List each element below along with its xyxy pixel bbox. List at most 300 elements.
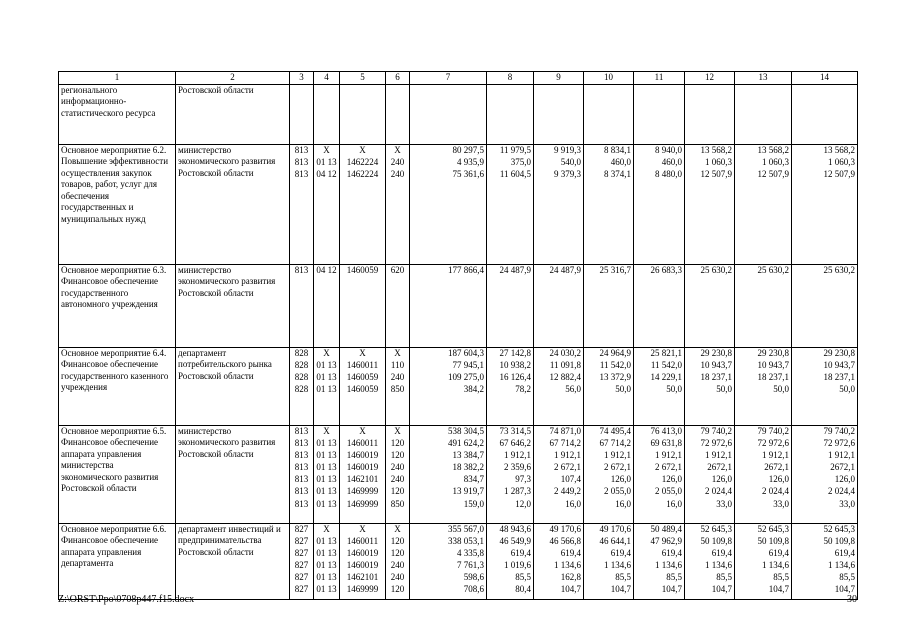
value-line: 2 024,4 xyxy=(705,486,732,497)
executor-name: Ростовской области xyxy=(176,84,290,144)
value-line: 1462101 xyxy=(346,474,379,485)
value-line: 50 109,8 xyxy=(757,535,789,546)
value-line: 77 945,1 xyxy=(452,359,484,370)
value-line xyxy=(388,85,407,97)
value-line: 104,7 xyxy=(834,584,855,595)
value-line: 109 275,0 xyxy=(448,371,484,382)
value-cell xyxy=(584,425,634,523)
value-line: 491 624,2 xyxy=(448,437,484,448)
value-line: 1460019 xyxy=(346,547,379,558)
value-line: 25 630,2 xyxy=(700,264,732,275)
value-line: 85,5 xyxy=(773,572,789,583)
value-line: 375,0 xyxy=(510,156,531,167)
value-cell xyxy=(534,523,584,599)
value-line: 46 644,1 xyxy=(599,535,631,546)
value-line: 538 304,5 xyxy=(448,425,484,436)
value-line: 104,7 xyxy=(610,584,631,595)
value-line: 1462224 xyxy=(346,168,379,179)
value-line: 79 740,2 xyxy=(823,425,855,436)
value-cell xyxy=(584,84,634,144)
value-line: 850 xyxy=(390,498,405,509)
value-cell xyxy=(340,84,386,144)
value-line: 52 645,3 xyxy=(823,523,855,534)
page-number: 30 xyxy=(847,594,857,605)
value-line: X xyxy=(323,425,330,436)
value-cell xyxy=(314,347,340,425)
value-line: 1460011 xyxy=(346,437,379,448)
value-line: 01 13 xyxy=(316,486,337,497)
value-line: 79 740,2 xyxy=(700,425,732,436)
value-line: 159,0 xyxy=(463,498,484,509)
value-cell xyxy=(685,347,735,425)
executor-name: министерство экономического развития Ростовской области xyxy=(176,144,290,264)
value-line xyxy=(412,85,484,97)
value-line: 827 xyxy=(294,535,309,546)
value-line: 18 382,2 xyxy=(452,462,484,473)
value-line: 12,0 xyxy=(515,498,531,509)
value-line: 85,5 xyxy=(716,572,732,583)
value-line: 540,0 xyxy=(560,156,581,167)
value-line: 850 xyxy=(390,384,405,395)
value-cell xyxy=(290,425,314,523)
value-line: 74 495,4 xyxy=(599,425,631,436)
value-line: 01 13 xyxy=(316,462,337,473)
value-line: 162,8 xyxy=(560,572,581,583)
value-line: 2 449,2 xyxy=(554,486,581,497)
value-line: 834,7 xyxy=(463,474,484,485)
value-line: 110 xyxy=(390,359,405,370)
value-line: 74 871,0 xyxy=(549,425,581,436)
value-line: 13 372,9 xyxy=(599,371,631,382)
value-line: 85,5 xyxy=(839,572,855,583)
value-line: 01 13 xyxy=(316,359,337,370)
value-cell xyxy=(792,144,858,264)
value-line: 24 964,9 xyxy=(599,347,631,358)
measure-description: Основное мероприятие 6.6. Финансовое обеспечение аппарата управления департамента xyxy=(59,523,176,599)
value-line: 619,4 xyxy=(510,547,531,558)
value-line: 2 672,1 xyxy=(554,462,581,473)
value-cell xyxy=(534,144,584,264)
value-line: 97,3 xyxy=(515,474,531,485)
value-line: 11 542,0 xyxy=(599,359,631,370)
value-line: 12 882,4 xyxy=(549,371,581,382)
value-line: 49 170,6 xyxy=(599,523,631,534)
value-line: 4 335,8 xyxy=(457,547,484,558)
value-line: 26 683,3 xyxy=(650,264,682,275)
value-line xyxy=(794,85,855,97)
value-cell xyxy=(634,523,685,599)
value-line: 33,0 xyxy=(839,498,855,509)
value-line: 01 13 xyxy=(316,474,337,485)
value-cell xyxy=(634,264,685,347)
value-line xyxy=(316,85,337,97)
value-line: 120 xyxy=(390,437,405,448)
value-line: 1460011 xyxy=(346,359,379,370)
value-line: 2 055,0 xyxy=(604,486,631,497)
value-line: 69 631,8 xyxy=(650,437,682,448)
value-line: 120 xyxy=(390,584,405,595)
value-line: 50,0 xyxy=(839,384,855,395)
value-line: X xyxy=(394,523,401,534)
value-cell xyxy=(792,347,858,425)
value-line: 25 630,2 xyxy=(823,264,855,275)
value-cell xyxy=(792,84,858,144)
value-line: 16 126,4 xyxy=(499,371,531,382)
value-line: 11 604,5 xyxy=(499,168,531,179)
value-line: 240 xyxy=(390,474,405,485)
value-line: 67 646,2 xyxy=(499,437,531,448)
value-cell xyxy=(735,347,792,425)
value-line: 104,7 xyxy=(711,584,732,595)
value-line: 12 507,9 xyxy=(823,168,855,179)
value-line: 01 13 xyxy=(316,384,337,395)
value-line: 8 374,1 xyxy=(604,168,631,179)
value-line: 828 xyxy=(294,371,309,382)
value-line: 01 13 xyxy=(316,547,337,558)
value-line: 1 134,6 xyxy=(828,560,855,571)
value-line: 11 979,5 xyxy=(499,144,531,155)
value-cell xyxy=(290,144,314,264)
value-cell xyxy=(634,425,685,523)
value-line: 1460019 xyxy=(346,449,379,460)
value-line: 33,0 xyxy=(773,498,789,509)
value-line: 67 714,2 xyxy=(599,437,631,448)
value-line: 8 480,0 xyxy=(655,168,682,179)
budget-table xyxy=(58,71,858,600)
value-line xyxy=(737,85,789,97)
value-cell xyxy=(290,264,314,347)
value-line: 1460019 xyxy=(346,462,379,473)
value-line: 813 xyxy=(294,144,309,155)
value-line: 338 053,1 xyxy=(448,535,484,546)
value-line: 04 12 xyxy=(316,264,337,275)
value-line: 828 xyxy=(294,347,309,358)
value-line: 240 xyxy=(390,156,405,167)
value-line: 827 xyxy=(294,560,309,571)
value-cell xyxy=(340,347,386,425)
value-line: 1 287,3 xyxy=(504,486,531,497)
value-line: 1 912,1 xyxy=(655,449,682,460)
value-line: 13 919,7 xyxy=(452,486,484,497)
value-cell xyxy=(314,84,340,144)
value-line: 708,6 xyxy=(463,584,484,595)
value-cell xyxy=(386,84,410,144)
value-line: 01 13 xyxy=(316,498,337,509)
value-line: 619,4 xyxy=(768,547,789,558)
value-cell xyxy=(386,264,410,347)
value-cell xyxy=(534,264,584,347)
value-line: 2672,1 xyxy=(830,462,855,473)
value-line: 18 237,1 xyxy=(700,371,732,382)
executor-name: департамент инвестиций и предпринимательства Ростовской области xyxy=(176,523,290,599)
value-line: 1460059 xyxy=(346,371,379,382)
value-line: 1 134,6 xyxy=(604,560,631,571)
value-line xyxy=(636,85,682,97)
value-line: 2 672,1 xyxy=(604,462,631,473)
value-line: 813 xyxy=(294,449,309,460)
value-cell xyxy=(735,425,792,523)
value-line: 355 567,0 xyxy=(448,523,484,534)
value-cell xyxy=(685,264,735,347)
value-cell xyxy=(410,523,487,599)
value-line: 1 134,6 xyxy=(554,560,581,571)
value-line: 50,0 xyxy=(716,384,732,395)
value-line: 1 912,1 xyxy=(762,449,789,460)
value-cell xyxy=(410,264,487,347)
value-line: X xyxy=(323,523,330,534)
value-cell xyxy=(487,144,534,264)
header-cell: 11 xyxy=(634,72,685,85)
value-line: 126,0 xyxy=(661,474,682,485)
value-line: 1 060,3 xyxy=(828,156,855,167)
value-line: 14 229,1 xyxy=(650,371,682,382)
value-line: 04 12 xyxy=(316,168,337,179)
header-cell: 6 xyxy=(386,72,410,85)
value-line: 813 xyxy=(294,437,309,448)
value-line: 13 384,7 xyxy=(452,449,484,460)
value-cell xyxy=(685,144,735,264)
value-cell xyxy=(584,523,634,599)
value-line: X xyxy=(394,144,401,155)
table-row xyxy=(59,264,858,347)
value-cell xyxy=(735,84,792,144)
table-row xyxy=(59,347,858,425)
value-line: 16,0 xyxy=(666,498,682,509)
value-line: 18 237,1 xyxy=(757,371,789,382)
value-line: 1460059 xyxy=(346,384,379,395)
value-line: 813 xyxy=(294,486,309,497)
value-line: X xyxy=(394,425,401,436)
value-line: 2 055,0 xyxy=(655,486,682,497)
executor-name: департамент потребительского рынка Ростовской области xyxy=(176,347,290,425)
value-cell xyxy=(685,425,735,523)
value-line: 01 13 xyxy=(316,584,337,595)
value-cell xyxy=(290,347,314,425)
header-cell: 1 xyxy=(59,72,176,85)
value-line: 52 645,3 xyxy=(700,523,732,534)
header-cell: 9 xyxy=(534,72,584,85)
value-line: 10 943,7 xyxy=(757,359,789,370)
value-cell xyxy=(487,425,534,523)
value-line: 73 314,5 xyxy=(499,425,531,436)
value-cell xyxy=(386,347,410,425)
header-cell: 12 xyxy=(685,72,735,85)
value-line: 72 972,6 xyxy=(823,437,855,448)
value-cell xyxy=(634,84,685,144)
value-line xyxy=(536,85,581,97)
value-line: 1 134,6 xyxy=(705,560,732,571)
value-line: 240 xyxy=(390,572,405,583)
value-cell xyxy=(487,264,534,347)
value-line: 1 060,3 xyxy=(705,156,732,167)
value-line: 85,5 xyxy=(515,572,531,583)
value-cell xyxy=(410,425,487,523)
file-path: Z:\ORST\Ppo\0708p447.f15.docx xyxy=(58,594,195,605)
value-line: 2 672,1 xyxy=(655,462,682,473)
value-cell xyxy=(584,264,634,347)
value-line: 72 972,6 xyxy=(700,437,732,448)
measure-description: Основное мероприятие 6.4. Финансовое обеспечение государственного казенного учреждения xyxy=(59,347,176,425)
value-cell xyxy=(534,84,584,144)
value-line: 2 359,6 xyxy=(504,462,531,473)
value-cell xyxy=(340,523,386,599)
value-line: 75 361,6 xyxy=(452,168,484,179)
header-cell: 7 xyxy=(410,72,487,85)
value-line: 10 943,7 xyxy=(823,359,855,370)
value-line: 9 919,3 xyxy=(554,144,581,155)
value-line: 16,0 xyxy=(615,498,631,509)
value-line: 13 568,2 xyxy=(757,144,789,155)
value-line: X xyxy=(359,523,366,534)
value-line: 52 645,3 xyxy=(757,523,789,534)
value-cell xyxy=(314,523,340,599)
value-line: 619,4 xyxy=(834,547,855,558)
value-line: 107,4 xyxy=(560,474,581,485)
value-cell xyxy=(735,264,792,347)
value-line: 460,0 xyxy=(661,156,682,167)
value-line: 1 912,1 xyxy=(828,449,855,460)
value-line: 01 13 xyxy=(316,156,337,167)
header-cell: 8 xyxy=(487,72,534,85)
value-line: 1469999 xyxy=(346,486,379,497)
value-cell xyxy=(410,347,487,425)
value-line: 598,6 xyxy=(463,572,484,583)
value-cell xyxy=(410,144,487,264)
value-line: 50,0 xyxy=(615,384,631,395)
value-cell xyxy=(534,425,584,523)
value-line: 460,0 xyxy=(610,156,631,167)
value-line: 1 060,3 xyxy=(762,156,789,167)
value-line: 9 379,3 xyxy=(554,168,581,179)
value-line xyxy=(292,85,311,97)
value-line: 78,2 xyxy=(515,384,531,395)
value-line: 29 230,8 xyxy=(700,347,732,358)
value-cell xyxy=(340,264,386,347)
value-line: 67 714,2 xyxy=(549,437,581,448)
value-cell xyxy=(685,523,735,599)
value-line: 1462101 xyxy=(346,572,379,583)
value-line: 25 630,2 xyxy=(757,264,789,275)
value-line: 24 487,9 xyxy=(549,264,581,275)
value-cell xyxy=(735,523,792,599)
value-line: 1460011 xyxy=(346,535,379,546)
value-line: 120 xyxy=(390,486,405,497)
value-line: 8 834,1 xyxy=(604,144,631,155)
value-line: 12 507,9 xyxy=(757,168,789,179)
value-line: 126,0 xyxy=(711,474,732,485)
header-cell: 10 xyxy=(584,72,634,85)
executor-name: министерство экономического развития Ростовской области xyxy=(176,425,290,523)
value-line: 813 xyxy=(294,425,309,436)
value-line: 48 943,6 xyxy=(499,523,531,534)
value-line: 120 xyxy=(390,547,405,558)
value-line: 120 xyxy=(390,449,405,460)
value-cell xyxy=(290,523,314,599)
value-line: 104,7 xyxy=(768,584,789,595)
value-line: 24 487,9 xyxy=(499,264,531,275)
value-line xyxy=(586,85,631,97)
value-cell xyxy=(584,347,634,425)
value-line: 1 912,1 xyxy=(604,449,631,460)
value-cell xyxy=(634,347,685,425)
value-line: 72 972,6 xyxy=(757,437,789,448)
value-cell xyxy=(314,144,340,264)
measure-description: Основное мероприятие 6.5. Финансовое обеспечение аппарата управления министерства экономического развития Ростовской области xyxy=(59,425,176,523)
value-line: 8 940,0 xyxy=(655,144,682,155)
value-line: 813 xyxy=(294,474,309,485)
value-line: 827 xyxy=(294,584,309,595)
value-line: 85,5 xyxy=(615,572,631,583)
measure-description: регионального информационно-статистического ресурса xyxy=(59,84,176,144)
value-line: 1462224 xyxy=(346,156,379,167)
value-line: 85,5 xyxy=(666,572,682,583)
table-row xyxy=(59,144,858,264)
header-cell: 5 xyxy=(340,72,386,85)
value-line: 187 604,3 xyxy=(448,347,484,358)
value-line: 240 xyxy=(390,168,405,179)
value-cell xyxy=(792,523,858,599)
value-line: 11 542,0 xyxy=(650,359,682,370)
value-line: 50 109,8 xyxy=(823,535,855,546)
value-line: 120 xyxy=(390,535,405,546)
value-line: 126,0 xyxy=(834,474,855,485)
value-line: 1 134,6 xyxy=(655,560,682,571)
value-cell xyxy=(314,425,340,523)
value-line: 24 030,2 xyxy=(549,347,581,358)
value-line: 1 912,1 xyxy=(504,449,531,460)
value-line: 27 142,8 xyxy=(499,347,531,358)
value-line: 01 13 xyxy=(316,535,337,546)
value-line: 01 13 xyxy=(316,449,337,460)
header-cell: 14 xyxy=(792,72,858,85)
value-line: 828 xyxy=(294,384,309,395)
value-line: 13 568,2 xyxy=(823,144,855,155)
value-line: 1 134,6 xyxy=(762,560,789,571)
value-cell xyxy=(290,84,314,144)
value-line: 47 962,9 xyxy=(650,535,682,546)
value-line: 46 549,9 xyxy=(499,535,531,546)
value-cell xyxy=(386,425,410,523)
value-line: 25 316,7 xyxy=(599,264,631,275)
value-cell xyxy=(487,84,534,144)
value-line: 01 13 xyxy=(316,437,337,448)
value-line: X xyxy=(394,347,401,358)
value-cell xyxy=(584,144,634,264)
value-line: 1460059 xyxy=(346,264,379,275)
header-cell: 13 xyxy=(735,72,792,85)
value-line: 813 xyxy=(294,156,309,167)
value-line: X xyxy=(323,347,330,358)
value-line: 29 230,8 xyxy=(823,347,855,358)
value-line: 619,4 xyxy=(661,547,682,558)
value-line: 813 xyxy=(294,264,309,275)
executor-name: министерство экономического развития Ростовской области xyxy=(176,264,290,347)
value-line: 80 297,5 xyxy=(452,144,484,155)
value-line: 620 xyxy=(390,264,405,275)
value-cell xyxy=(685,84,735,144)
value-line: 29 230,8 xyxy=(757,347,789,358)
measure-description: Основное мероприятие 6.2. Повышение эффективности осуществления закупок товаров, работ, услуг для обеспечения государственных и муниципальных нужд xyxy=(59,144,176,264)
value-line: 384,2 xyxy=(463,384,484,395)
value-line: 240 xyxy=(390,462,405,473)
value-cell xyxy=(340,425,386,523)
value-line: 10 943,7 xyxy=(700,359,732,370)
table-row xyxy=(59,523,858,599)
header-cell: 2 xyxy=(176,72,290,85)
value-line: 2 024,4 xyxy=(828,486,855,497)
value-line: 827 xyxy=(294,572,309,583)
value-line: 827 xyxy=(294,547,309,558)
